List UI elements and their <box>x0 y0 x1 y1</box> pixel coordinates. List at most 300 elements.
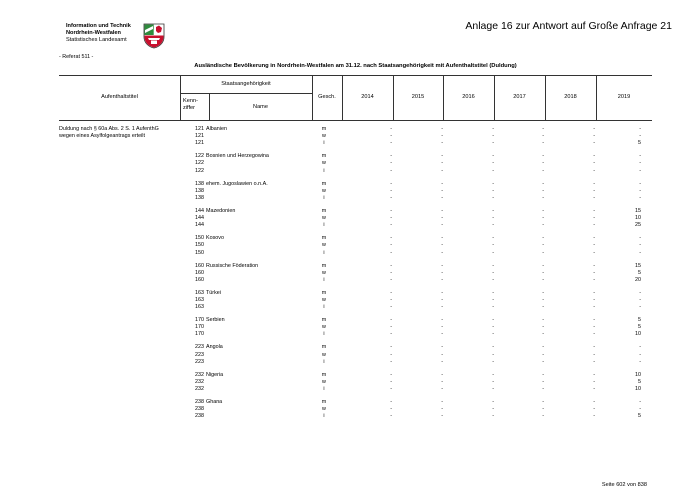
value-cell-2015: - <box>441 262 443 269</box>
table-row <box>59 242 652 249</box>
value-cell-2015: - <box>441 207 443 214</box>
sex-cell: i <box>323 249 325 256</box>
value-cell-2015: - <box>441 133 443 140</box>
referat-label: - Referat 511 - <box>59 54 94 60</box>
country-group <box>59 263 652 290</box>
value-cell-2017: - <box>542 133 544 140</box>
sex-cell: i <box>323 358 325 365</box>
value-cell-2019: - <box>639 351 641 358</box>
value-cell-2019: 25 <box>635 222 641 229</box>
value-cell-2014: - <box>390 276 392 283</box>
value-cell-2019: 5 <box>638 269 641 276</box>
value-cell-2017: - <box>542 140 544 147</box>
value-cell-2015: - <box>441 304 443 311</box>
value-cell-2015: - <box>441 289 443 296</box>
value-cell-2016: - <box>492 140 494 147</box>
value-cell-2017: - <box>542 167 544 174</box>
value-cell-2019: 15 <box>635 262 641 269</box>
col-header-name: Name <box>253 104 268 110</box>
value-cell-2018: - <box>593 133 595 140</box>
kennziffer-cell: 163 <box>195 289 204 296</box>
sex-cell: i <box>323 222 325 229</box>
table-caption: Ausländische Bevölkerung in Nordrhein-Westfalen am 31.12. nach Staatsangehörigkeit mit Aufenthaltstitel (Duldung) <box>194 63 517 69</box>
table-row <box>59 153 652 160</box>
sex-cell: m <box>321 399 327 405</box>
country-name-cell: Russische Föderation <box>206 262 259 269</box>
value-cell-2019: - <box>639 180 641 187</box>
value-cell-2015: - <box>441 140 443 147</box>
value-cell-2015: - <box>441 324 443 331</box>
country-name-cell: Nigeria <box>206 371 224 378</box>
country-group <box>59 126 652 153</box>
kennziffer-cell: 121 <box>195 133 204 140</box>
value-cell-2018: - <box>593 194 595 201</box>
col-header-2014: 2014 <box>361 94 374 100</box>
kennziffer-cell: 122 <box>195 167 204 174</box>
value-cell-2017: - <box>542 215 544 222</box>
sex-cell: w <box>322 296 326 303</box>
value-cell-2016: - <box>492 324 494 331</box>
sex-cell: m <box>321 289 327 296</box>
value-cell-2019: - <box>639 235 641 242</box>
header-bottom-rule <box>59 120 652 121</box>
table-row <box>59 413 652 420</box>
kennziffer-cell: 160 <box>195 276 204 283</box>
kennziffer-cell: 223 <box>195 344 204 351</box>
col-header-kennziffer: Kenn-ziffer <box>183 98 198 111</box>
table-row <box>59 195 652 202</box>
nrw-crest-icon <box>143 23 165 49</box>
country-group <box>59 235 652 262</box>
value-cell-2017: - <box>542 317 544 324</box>
value-cell-2017: - <box>542 304 544 311</box>
sex-cell: m <box>321 126 327 132</box>
value-cell-2015: - <box>441 406 443 413</box>
table-row <box>59 399 652 406</box>
value-cell-2019: - <box>639 289 641 296</box>
value-cell-2018: - <box>593 269 595 276</box>
value-cell-2014: - <box>390 344 392 351</box>
value-cell-2014: - <box>390 235 392 242</box>
country-group <box>59 153 652 180</box>
value-cell-2014: - <box>390 160 392 167</box>
logo-line-1: Information und Technik <box>66 23 131 29</box>
col-header-2015: 2015 <box>411 94 425 100</box>
value-cell-2017: - <box>542 413 544 420</box>
kennziffer-cell: 232 <box>195 371 204 378</box>
value-cell-2014: - <box>390 358 392 365</box>
value-cell-2015: - <box>441 351 443 358</box>
page-number: Seite 602 von 838 <box>601 482 647 488</box>
table-row <box>59 126 652 133</box>
value-cell-2014: - <box>390 215 392 222</box>
sex-cell: i <box>323 304 325 311</box>
table-row <box>59 140 652 147</box>
value-cell-2019: - <box>639 160 641 167</box>
value-cell-2014: - <box>390 371 392 378</box>
header-mid-rule <box>180 93 312 94</box>
country-name-cell: Angola <box>206 344 223 351</box>
value-cell-2015: - <box>441 180 443 187</box>
sex-cell: w <box>322 187 326 194</box>
kennziffer-cell: 223 <box>195 351 204 358</box>
value-cell-2014: - <box>390 406 392 413</box>
sex-cell: m <box>321 371 327 378</box>
value-cell-2016: - <box>492 317 494 324</box>
value-cell-2014: - <box>390 126 392 132</box>
value-cell-2019: - <box>639 133 641 140</box>
value-cell-2019: - <box>639 358 641 365</box>
value-cell-2018: - <box>593 235 595 242</box>
kennziffer-cell: 170 <box>195 331 204 338</box>
table-row <box>59 324 652 331</box>
value-cell-2015: - <box>441 296 443 303</box>
kennziffer-cell: 138 <box>195 194 204 201</box>
value-cell-2019: 5 <box>638 317 641 324</box>
kennziffer-cell: 170 <box>195 317 204 324</box>
sex-cell: m <box>321 207 327 214</box>
value-cell-2017: - <box>542 399 544 405</box>
kennziffer-cell: 138 <box>195 180 204 187</box>
table-row <box>59 215 652 222</box>
value-cell-2017: - <box>542 249 544 256</box>
value-cell-2018: - <box>593 413 595 420</box>
value-cell-2018: - <box>593 207 595 214</box>
value-cell-2016: - <box>492 222 494 229</box>
country-name-cell: Bosnien und Herzegowina <box>206 153 269 160</box>
value-cell-2018: - <box>593 351 595 358</box>
value-cell-2014: - <box>390 289 392 296</box>
value-cell-2017: - <box>542 153 544 160</box>
value-cell-2018: - <box>593 371 595 378</box>
sex-cell: i <box>323 413 325 420</box>
value-cell-2016: - <box>492 399 494 405</box>
value-cell-2017: - <box>542 160 544 167</box>
value-cell-2014: - <box>390 167 392 174</box>
table-row <box>59 270 652 277</box>
value-cell-2017: - <box>542 207 544 214</box>
value-cell-2016: - <box>492 180 494 187</box>
table-row <box>59 344 652 351</box>
sex-cell: w <box>322 269 326 276</box>
value-cell-2016: - <box>492 187 494 194</box>
sex-cell: i <box>323 386 325 393</box>
value-cell-2017: - <box>542 276 544 283</box>
value-cell-2019: - <box>639 126 641 132</box>
value-cell-2018: - <box>593 153 595 160</box>
value-cell-2017: - <box>542 180 544 187</box>
value-cell-2017: - <box>542 187 544 194</box>
value-cell-2016: - <box>492 269 494 276</box>
country-group <box>59 372 652 399</box>
value-cell-2016: - <box>492 126 494 132</box>
value-cell-2014: - <box>390 399 392 405</box>
value-cell-2018: - <box>593 386 595 393</box>
value-cell-2015: - <box>441 126 443 132</box>
value-cell-2014: - <box>390 317 392 324</box>
value-cell-2015: - <box>441 399 443 405</box>
country-name-cell: Serbien <box>206 317 225 324</box>
value-cell-2014: - <box>390 324 392 331</box>
value-cell-2014: - <box>390 133 392 140</box>
value-cell-2017: - <box>542 269 544 276</box>
country-name-cell: Mazedonien <box>206 207 236 214</box>
value-cell-2017: - <box>542 262 544 269</box>
kennziffer-cell: 122 <box>195 160 204 167</box>
table-row <box>59 379 652 386</box>
value-cell-2017: - <box>542 344 544 351</box>
value-cell-2018: - <box>593 249 595 256</box>
country-name-cell: Albanien <box>206 126 227 132</box>
value-cell-2019: 10 <box>635 386 641 393</box>
value-cell-2018: - <box>593 289 595 296</box>
sex-cell: i <box>323 331 325 338</box>
value-cell-2014: - <box>390 222 392 229</box>
table-row <box>59 290 652 297</box>
value-cell-2017: - <box>542 378 544 385</box>
value-cell-2015: - <box>441 153 443 160</box>
value-cell-2018: - <box>593 331 595 338</box>
col-header-2016: 2016 <box>462 94 475 100</box>
value-cell-2017: - <box>542 331 544 338</box>
value-cell-2016: - <box>492 194 494 201</box>
table-row <box>59 222 652 229</box>
value-cell-2015: - <box>441 160 443 167</box>
sex-cell: i <box>323 194 325 201</box>
kennziffer-cell: 232 <box>195 386 204 393</box>
value-cell-2016: - <box>492 406 494 413</box>
country-name-cell: Kosovo <box>206 235 224 242</box>
value-cell-2017: - <box>542 406 544 413</box>
value-cell-2018: - <box>593 262 595 269</box>
kennziffer-cell: 144 <box>195 207 204 214</box>
sex-cell: w <box>322 378 326 385</box>
table-row <box>59 317 652 324</box>
logo-line-3: Statistisches Landesamt <box>66 37 127 43</box>
value-cell-2019: 5 <box>638 413 641 420</box>
table-row <box>59 263 652 270</box>
value-cell-2018: - <box>593 276 595 283</box>
value-cell-2019: - <box>639 194 641 201</box>
value-cell-2016: - <box>492 371 494 378</box>
sex-cell: w <box>322 242 326 249</box>
sex-cell: m <box>321 317 327 324</box>
value-cell-2015: - <box>441 413 443 420</box>
col-header-staatsangehoerigkeit: Staatsangehörigkeit <box>221 81 271 87</box>
kennziffer-cell: 138 <box>195 187 204 194</box>
value-cell-2015: - <box>441 276 443 283</box>
sex-cell: m <box>321 180 327 187</box>
table-row <box>59 188 652 195</box>
country-group <box>59 399 652 426</box>
value-cell-2018: - <box>593 399 595 405</box>
value-cell-2014: - <box>390 386 392 393</box>
value-cell-2016: - <box>492 296 494 303</box>
logo-text <box>66 23 131 44</box>
value-cell-2017: - <box>542 324 544 331</box>
sex-cell: m <box>321 235 327 242</box>
value-cell-2019: - <box>639 296 641 303</box>
table-row <box>59 331 652 338</box>
kennziffer-cell: 232 <box>195 378 204 385</box>
kennziffer-cell: 122 <box>195 153 204 160</box>
table-row <box>59 208 652 215</box>
value-cell-2019: - <box>639 399 641 405</box>
value-cell-2015: - <box>441 187 443 194</box>
value-cell-2016: - <box>492 276 494 283</box>
kennziffer-cell: 150 <box>195 242 204 249</box>
value-cell-2018: - <box>593 215 595 222</box>
value-cell-2019: - <box>639 249 641 256</box>
country-group <box>59 181 652 208</box>
value-cell-2016: - <box>492 235 494 242</box>
value-cell-2014: - <box>390 207 392 214</box>
kennziffer-cell: 223 <box>195 358 204 365</box>
value-cell-2014: - <box>390 187 392 194</box>
value-cell-2015: - <box>441 317 443 324</box>
value-cell-2014: - <box>390 304 392 311</box>
value-cell-2019: 20 <box>635 276 641 283</box>
sex-cell: m <box>321 262 327 269</box>
value-cell-2015: - <box>441 371 443 378</box>
kennziffer-cell: 121 <box>195 126 204 132</box>
kennziffer-cell: 238 <box>195 413 204 420</box>
value-cell-2019: 10 <box>635 215 641 222</box>
value-cell-2015: - <box>441 167 443 174</box>
value-cell-2015: - <box>441 344 443 351</box>
logo-line-2: Nordrhein-Westfalen <box>66 30 121 36</box>
value-cell-2017: - <box>542 235 544 242</box>
sex-cell: i <box>323 167 325 174</box>
value-cell-2019: - <box>639 406 641 413</box>
kennziffer-cell: 150 <box>195 235 204 242</box>
col-header-2018: 2018 <box>564 94 577 100</box>
value-cell-2015: - <box>441 249 443 256</box>
value-cell-2014: - <box>390 194 392 201</box>
value-cell-2019: 5 <box>638 140 641 147</box>
value-cell-2016: - <box>492 331 494 338</box>
value-cell-2015: - <box>441 242 443 249</box>
sex-cell: w <box>322 133 326 140</box>
sex-cell: m <box>321 153 327 160</box>
sex-cell: w <box>322 324 326 331</box>
value-cell-2016: - <box>492 262 494 269</box>
country-group <box>59 317 652 344</box>
country-group <box>59 290 652 317</box>
col-header-aufenthaltstitel: Aufenthaltstitel <box>101 94 138 100</box>
value-cell-2018: - <box>593 242 595 249</box>
value-cell-2019: - <box>639 167 641 174</box>
value-cell-2017: - <box>542 351 544 358</box>
value-cell-2018: - <box>593 358 595 365</box>
table-row <box>59 304 652 311</box>
sex-cell: w <box>322 160 326 167</box>
value-cell-2016: - <box>492 289 494 296</box>
value-cell-2019: - <box>639 304 641 311</box>
country-group <box>59 208 652 235</box>
country-name-cell: Ghana <box>206 399 223 405</box>
value-cell-2014: - <box>390 413 392 420</box>
table-row <box>59 372 652 379</box>
value-cell-2018: - <box>593 126 595 132</box>
value-cell-2017: - <box>542 242 544 249</box>
value-cell-2014: - <box>390 296 392 303</box>
value-cell-2018: - <box>593 140 595 147</box>
value-cell-2017: - <box>542 126 544 132</box>
value-cell-2015: - <box>441 269 443 276</box>
aufenthaltstitel-line-2: wegen eines Asylfolgeantrags erteilt <box>59 133 146 140</box>
value-cell-2015: - <box>441 215 443 222</box>
kennziffer-cell: 160 <box>195 262 204 269</box>
value-cell-2018: - <box>593 296 595 303</box>
value-cell-2015: - <box>441 235 443 242</box>
table-row <box>59 133 652 140</box>
col-header-2019: 2019 <box>617 94 631 100</box>
table-row <box>59 277 652 284</box>
table-row <box>59 168 652 175</box>
annex-title: Anlage 16 zur Antwort auf Große Anfrage 21 <box>465 20 672 32</box>
value-cell-2019: 5 <box>638 378 641 385</box>
kennziffer-cell: 144 <box>195 215 204 222</box>
value-cell-2016: - <box>492 167 494 174</box>
value-cell-2017: - <box>542 289 544 296</box>
table-row <box>59 160 652 167</box>
kennziffer-cell: 163 <box>195 296 204 303</box>
col-header-gesch: Gesch. <box>318 94 336 100</box>
sex-cell: w <box>322 406 326 413</box>
value-cell-2016: - <box>492 249 494 256</box>
kennziffer-cell: 170 <box>195 324 204 331</box>
table-row <box>59 235 652 242</box>
kennziffer-cell: 121 <box>195 140 204 147</box>
value-cell-2019: 15 <box>635 207 641 214</box>
value-cell-2014: - <box>390 262 392 269</box>
table-row <box>59 297 652 304</box>
sex-cell: i <box>323 276 325 283</box>
value-cell-2019: 5 <box>638 324 641 331</box>
kennziffer-cell: 238 <box>195 399 204 405</box>
value-cell-2016: - <box>492 160 494 167</box>
value-cell-2018: - <box>593 180 595 187</box>
value-cell-2015: - <box>441 222 443 229</box>
value-cell-2016: - <box>492 386 494 393</box>
value-cell-2018: - <box>593 167 595 174</box>
value-cell-2015: - <box>441 194 443 201</box>
country-group <box>59 344 652 371</box>
value-cell-2016: - <box>492 378 494 385</box>
value-cell-2016: - <box>492 344 494 351</box>
value-cell-2014: - <box>390 153 392 160</box>
value-cell-2016: - <box>492 153 494 160</box>
header-top-rule <box>59 75 652 76</box>
value-cell-2018: - <box>593 324 595 331</box>
table-row <box>59 352 652 359</box>
value-cell-2018: - <box>593 222 595 229</box>
value-cell-2019: - <box>639 187 641 194</box>
value-cell-2014: - <box>390 331 392 338</box>
kennziffer-cell: 144 <box>195 222 204 229</box>
value-cell-2018: - <box>593 304 595 311</box>
value-cell-2015: - <box>441 358 443 365</box>
value-cell-2016: - <box>492 207 494 214</box>
kennziffer-cell: 160 <box>195 269 204 276</box>
value-cell-2019: - <box>639 153 641 160</box>
value-cell-2019: - <box>639 242 641 249</box>
value-cell-2015: - <box>441 378 443 385</box>
value-cell-2017: - <box>542 371 544 378</box>
country-name-cell: ehem. Jugoslawien o.n.A. <box>206 180 268 187</box>
table-row <box>59 359 652 366</box>
